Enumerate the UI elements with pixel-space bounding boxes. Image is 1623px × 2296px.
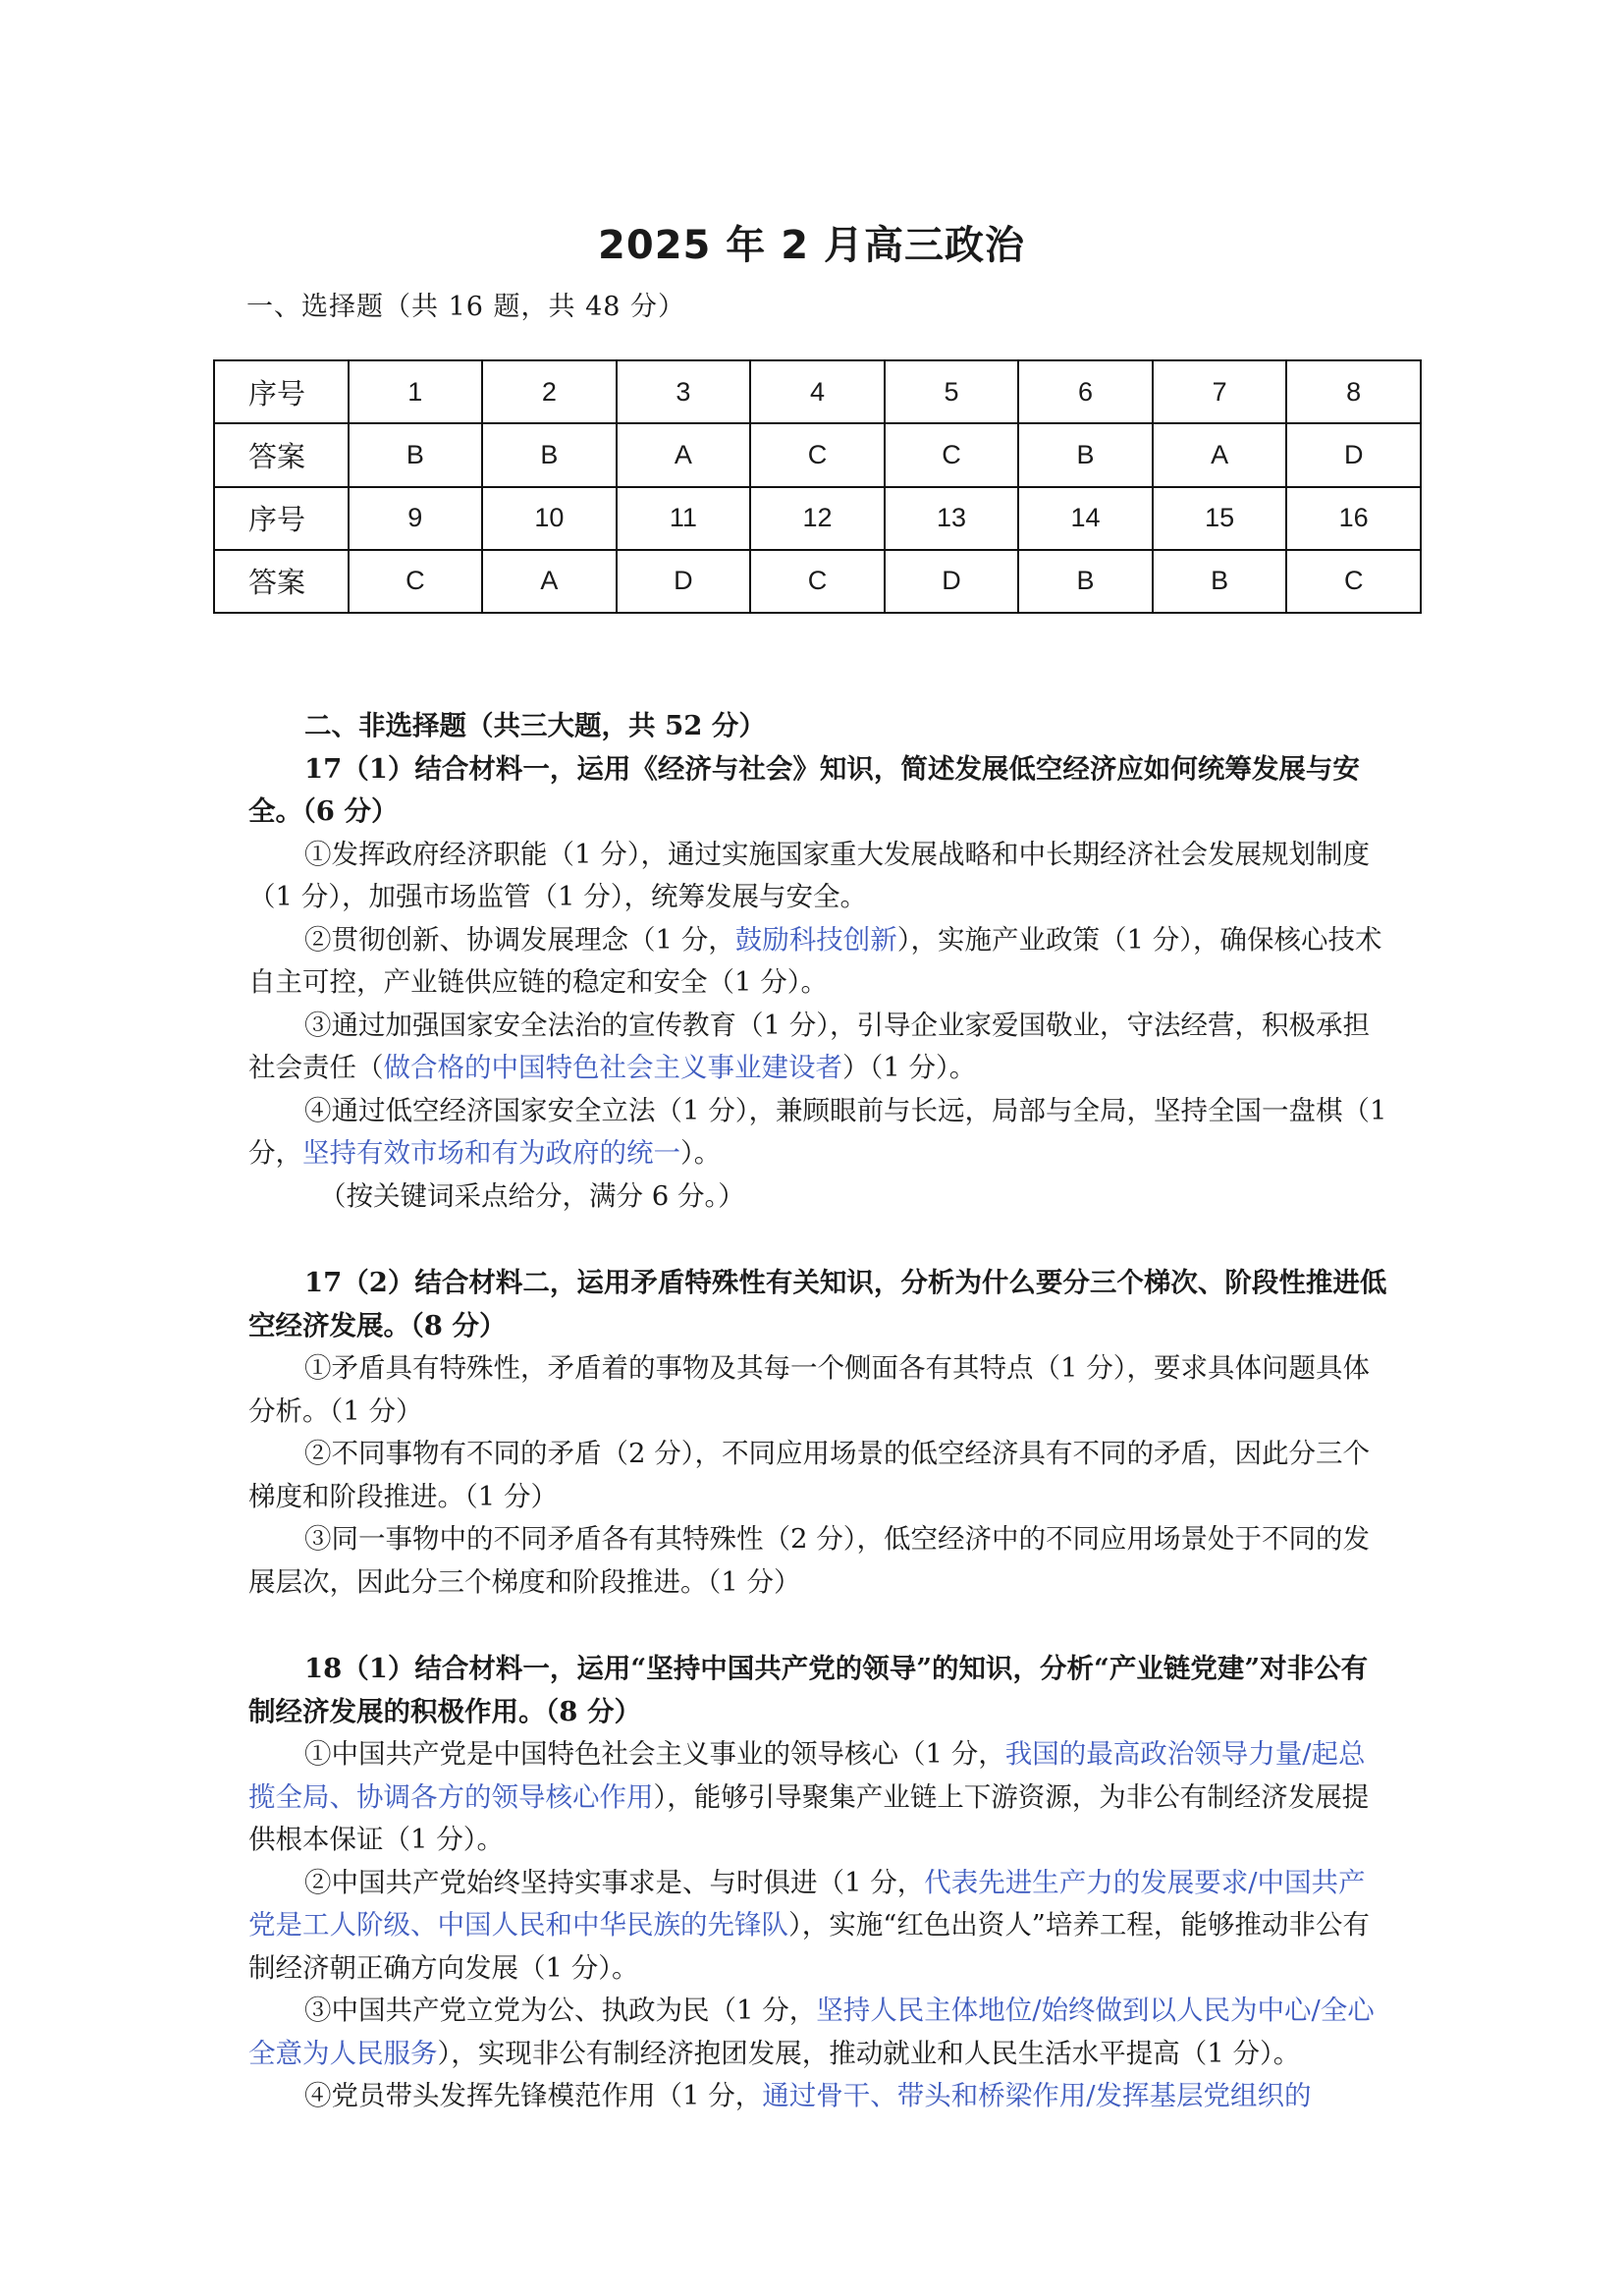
answer-paragraph bbox=[248, 1090, 1387, 1175]
answer-text: ）（1 分）。 bbox=[842, 1052, 977, 1083]
question-number: 13 bbox=[885, 487, 1019, 550]
answer-paragraph bbox=[248, 2075, 1387, 2118]
answer-cell: D bbox=[617, 550, 751, 613]
question-number: 7 bbox=[1153, 360, 1287, 423]
row-label: 序号 bbox=[214, 487, 349, 550]
question-number: 6 bbox=[1018, 360, 1153, 423]
answer-cell: C bbox=[750, 423, 885, 486]
question-number: 15 bbox=[1153, 487, 1287, 550]
section-heading-multiple-choice: 一、选择题（共 16 题，共 48 分） bbox=[246, 292, 686, 322]
answer-text: ②贯彻创新、协调发展理念（1 分， bbox=[304, 923, 735, 956]
answer-cell: B bbox=[1018, 423, 1153, 486]
answer-text: ），实施产业政策（1 分），确保核心技术自主可控，产业链供应链的稳定和安全（1 分）。 bbox=[248, 923, 1382, 998]
question-18-1: 18（1）结合材料一，运用“坚持中国共产党的领导”的知识，分析“产业链党建”对非公有制经济发展的积极作用。（8 分） bbox=[248, 1653, 1369, 1727]
supplementary-answer: 坚持有效市场和有为政府的统一 bbox=[302, 1137, 680, 1169]
answer-paragraph bbox=[248, 1733, 1387, 1862]
answer-content bbox=[248, 705, 1387, 2118]
page-title: 2025 年 2 月高三政治 bbox=[598, 223, 1025, 268]
table-row bbox=[214, 423, 1421, 486]
answer-cell: B bbox=[482, 423, 617, 486]
question-number: 4 bbox=[750, 360, 885, 423]
scoring-note: （按关键词采点给分，满分 6 分。） bbox=[319, 1179, 745, 1212]
answer-text: ③通过加强国家安全法治的宣传教育（1 分），引导企业家爱国敬业，守法经营，积极承担社会责任（ bbox=[248, 1009, 1370, 1083]
row-label: 答案 bbox=[214, 550, 349, 613]
table-row bbox=[214, 360, 1421, 423]
answer-paragraph: ①发挥政府经济职能（1 分），通过实施国家重大发展战略和中长期经济社会发展规划制度（1 分），加强市场监管（1 分），统筹发展与安全。 bbox=[248, 838, 1370, 912]
answer-text: ④党员带头发挥先锋模范作用（1 分， bbox=[304, 2080, 763, 2111]
table-row bbox=[214, 487, 1421, 550]
question-17-1: 17（1）结合材料一，运用《经济与社会》知识，简述发展低空经济应如何统筹发展与安全。（6 分） bbox=[248, 752, 1360, 827]
answer-paragraph bbox=[248, 1990, 1387, 2075]
answer-cell: D bbox=[885, 550, 1019, 613]
answer-paragraph bbox=[248, 1005, 1387, 1090]
answer-text: ）。 bbox=[680, 1137, 722, 1169]
supplementary-answer: 代表先进生产力的发展要求/中国共产党是工人阶级、中国人民和中华民族的先锋队 bbox=[248, 1866, 1366, 1941]
answer-cell: A bbox=[482, 550, 617, 613]
question-number: 2 bbox=[482, 360, 617, 423]
answer-text: ③中国共产党立党为公、执政为民（1 分， bbox=[304, 1995, 817, 2026]
question-number: 10 bbox=[482, 487, 617, 550]
question-number: 16 bbox=[1286, 487, 1421, 550]
answer-text: ④通过低空经济国家安全立法（1 分），兼顾眼前与长远，局部与全局，坚持全国一盘棋（1 分， bbox=[248, 1094, 1387, 1169]
answer-paragraph bbox=[248, 1862, 1387, 1991]
supplementary-answer: 鼓励科技创新 bbox=[734, 923, 897, 956]
table-row bbox=[214, 550, 1421, 613]
answer-cell: C bbox=[885, 423, 1019, 486]
question-number: 9 bbox=[349, 487, 483, 550]
answer-cell: C bbox=[1286, 550, 1421, 613]
answer-cell: C bbox=[750, 550, 885, 613]
question-number: 3 bbox=[617, 360, 751, 423]
question-number: 12 bbox=[750, 487, 885, 550]
question-17-2: 17（2）结合材料二，运用矛盾特殊性有关知识，分析为什么要分三个梯次、阶段性推进低空经济发展。（8 分） bbox=[248, 1267, 1387, 1341]
answer-paragraph: ②不同事物有不同的矛盾（2 分），不同应用场景的低空经济具有不同的矛盾，因此分三个梯度和阶段推进。（1 分） bbox=[248, 1438, 1370, 1512]
answer-cell: C bbox=[349, 550, 483, 613]
question-number: 11 bbox=[617, 487, 751, 550]
answer-text: ②中国共产党始终坚持实事求是、与时俱进（1 分， bbox=[304, 1866, 925, 1898]
answer-paragraph bbox=[248, 919, 1387, 1005]
question-number: 5 bbox=[885, 360, 1019, 423]
row-label: 答案 bbox=[214, 423, 349, 486]
supplementary-answer: 我国的最高政治领导力量/起总揽全局、协调各方的领导核心作用 bbox=[248, 1738, 1366, 1813]
question-number: 8 bbox=[1286, 360, 1421, 423]
answer-cell: B bbox=[349, 423, 483, 486]
answer-text: ①中国共产党是中国特色社会主义事业的领导核心（1 分， bbox=[304, 1738, 1005, 1770]
supplementary-answer: 坚持人民主体地位/始终做到以人民为中心/全心全意为人民服务 bbox=[248, 1995, 1375, 2069]
question-number: 1 bbox=[349, 360, 483, 423]
supplementary-answer: 通过骨干、带头和桥梁作用/发挥基层党组织的 bbox=[762, 2080, 1312, 2111]
answer-cell: A bbox=[617, 423, 751, 486]
answer-cell: D bbox=[1286, 423, 1421, 486]
answer-text: ），实施“红色出资人”培养工程，能够推动非公有制经济朝正确方向发展（1 分）。 bbox=[248, 1909, 1370, 1984]
section-heading-free-response: 二、非选择题（共三大题，共 52 分） bbox=[304, 710, 766, 741]
answer-cell: B bbox=[1153, 550, 1287, 613]
answer-paragraph: ①矛盾具有特殊性，矛盾着的事物及其每一个侧面各有其特点（1 分），要求具体问题具体分析。（1 分） bbox=[248, 1352, 1370, 1427]
answer-paragraph: ③同一事物中的不同矛盾各有其特殊性（2 分），低空经济中的不同应用场景处于不同的发展层次，因此分三个梯度和阶段推进。（1 分） bbox=[248, 1523, 1370, 1598]
question-number: 14 bbox=[1018, 487, 1153, 550]
answer-cell: A bbox=[1153, 423, 1287, 486]
answer-table bbox=[213, 359, 1422, 614]
answer-cell: B bbox=[1018, 550, 1153, 613]
supplementary-answer: 做合格的中国特色社会主义事业建设者 bbox=[383, 1052, 842, 1083]
answer-text: ），能够引导聚集产业链上下游资源，为非公有制经济发展提供根本保证（1 分）。 bbox=[248, 1780, 1370, 1855]
row-label: 序号 bbox=[214, 360, 349, 423]
answer-text: ），实现非公有制经济抱团发展，推动就业和人民生活水平提高（1 分）。 bbox=[437, 2037, 1301, 2069]
